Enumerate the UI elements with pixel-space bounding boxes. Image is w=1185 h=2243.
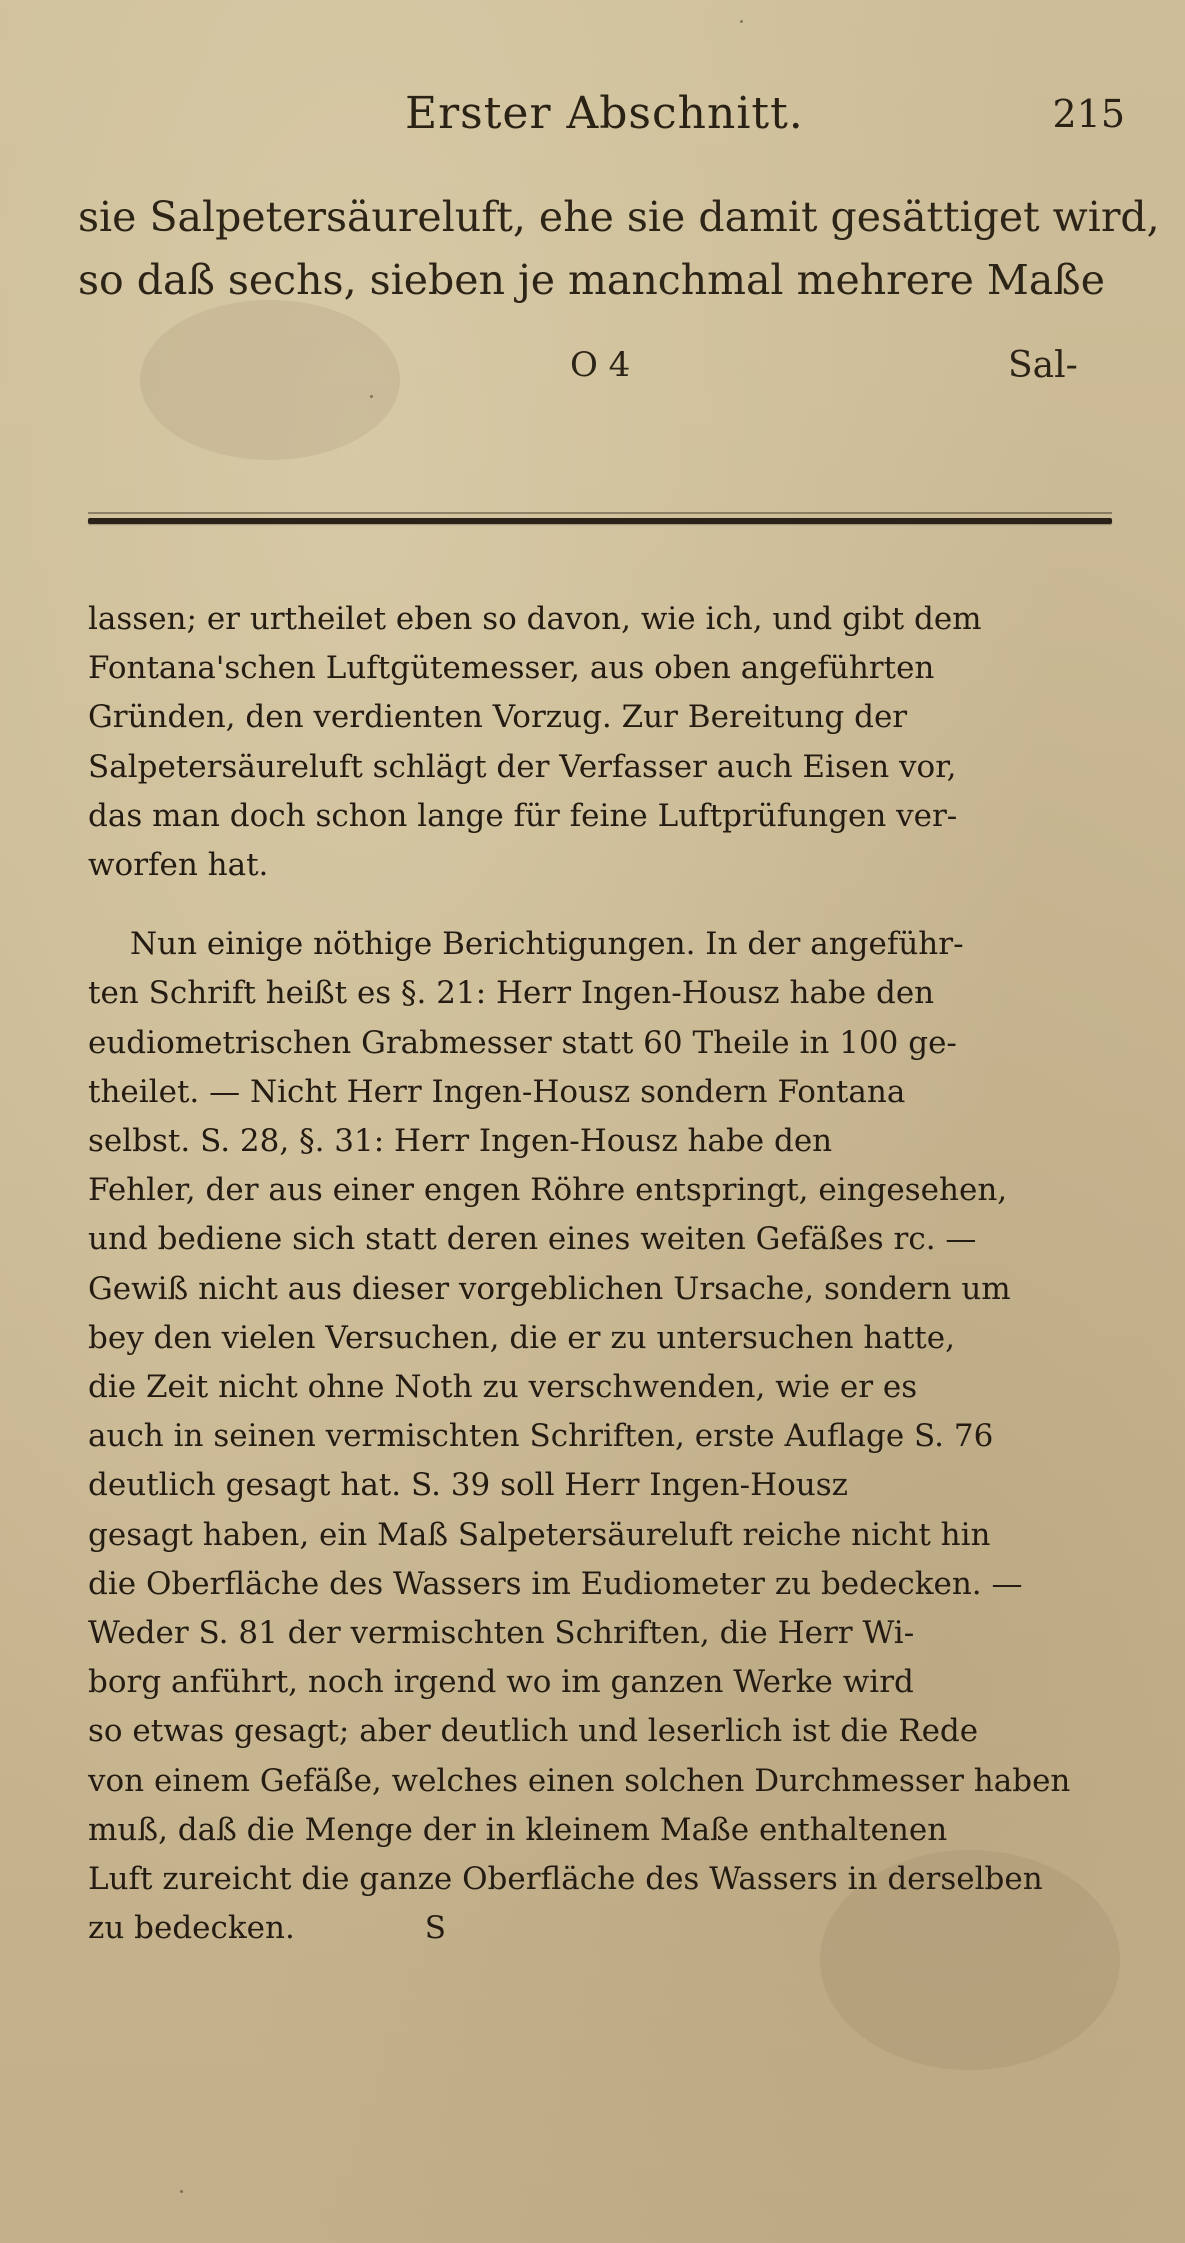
paper-speck <box>370 395 373 398</box>
text-line: die Zeit nicht ohne Noth zu verschwenden, wie er es <box>88 1369 918 1406</box>
previous-page-tail <box>78 186 1160 312</box>
text-line: und bediene sich statt deren eines weiten Gefäßes rc. — <box>88 1221 977 1258</box>
printer-signature: O 4 <box>570 345 631 385</box>
text-line: Fehler, der aus einer engen Röhre entspringt, eingesehen, <box>88 1172 1008 1209</box>
closing-text: zu bedecken. <box>88 1910 295 1947</box>
text-line: theilet. — Nicht Herr Ingen-Housz sondern Fontana <box>88 1073 906 1110</box>
text-line: so daß sechs, sieben je manchmal mehrere Maße <box>78 256 1105 304</box>
text-line: ten Schrift heißt es §. 21: Herr Ingen-Housz habe den <box>88 975 935 1012</box>
text-line: selbst. S. 28, §. 31: Herr Ingen-Housz habe den <box>88 1123 833 1160</box>
catchword: Sal- <box>1008 345 1078 386</box>
text-line: Gründen, den verdienten Vorzug. Zur Bereitung der <box>88 699 908 736</box>
text-line: borg anführt, noch irgend wo im ganzen Werke wird <box>88 1664 914 1701</box>
text-line: Weder S. 81 der vermischten Schriften, die Herr Wi- <box>88 1615 915 1652</box>
text-line: auch in seinen vermischten Schriften, erste Auflage S. 76 <box>88 1418 994 1455</box>
text-line: Salpetersäureluft schlägt der Verfasser auch Eisen vor, <box>88 748 957 785</box>
text-line: die Oberfläche des Wassers im Eudiometer zu bedecken. — <box>88 1565 1023 1602</box>
text-line <box>88 1904 1128 1953</box>
text-line: gesagt haben, ein Maß Salpetersäureluft reiche nicht hin <box>88 1516 991 1553</box>
body-text <box>88 595 1128 1953</box>
catchword: S <box>424 1910 446 1947</box>
paper-speck <box>180 2190 183 2193</box>
text-line: Gewiß nicht aus dieser vorgeblichen Ursache, sondern um <box>88 1270 1011 1307</box>
page-divider <box>88 518 1112 524</box>
signature-row <box>0 345 1185 395</box>
paragraph-gap <box>88 890 1128 920</box>
page-number: 215 <box>1052 92 1125 136</box>
text-line: Luft zureicht die ganze Oberfläche des Wassers in derselben <box>88 1861 1043 1898</box>
text-line: eudiometrischen Grabmesser statt 60 Theile in 100 ge- <box>88 1024 957 1061</box>
running-title: Erster Abschnitt. <box>405 88 804 139</box>
paper-speck <box>740 20 743 23</box>
text-line: Nun einige nöthige Berichtigungen. In der angeführ- <box>130 926 964 963</box>
text-line: lassen; er urtheilet eben so davon, wie ich, und gibt dem <box>88 601 982 637</box>
text-line: so etwas gesagt; aber deutlich und leserlich ist die Rede <box>88 1713 979 1750</box>
text-line: muß, daß die Menge der in kleinem Maße enthaltenen <box>88 1811 948 1848</box>
text-line: bey den vielen Versuchen, die er zu untersuchen hatte, <box>88 1319 955 1356</box>
text-line: das man doch schon lange für feine Luftprüfungen ver- <box>88 797 958 834</box>
page-header <box>0 88 1185 158</box>
text-line: von einem Gefäße, welches einen solchen Durchmesser haben <box>88 1762 1071 1799</box>
text-line: sie Salpetersäureluft, ehe sie damit gesättiget wird, <box>78 193 1160 241</box>
text-line: Fontana'schen Luftgütemesser, aus oben angeführten <box>88 650 935 687</box>
text-line: worfen hat. <box>88 847 269 884</box>
text-line: deutlich gesagt hat. S. 39 soll Herr Ingen-Housz <box>88 1467 848 1504</box>
